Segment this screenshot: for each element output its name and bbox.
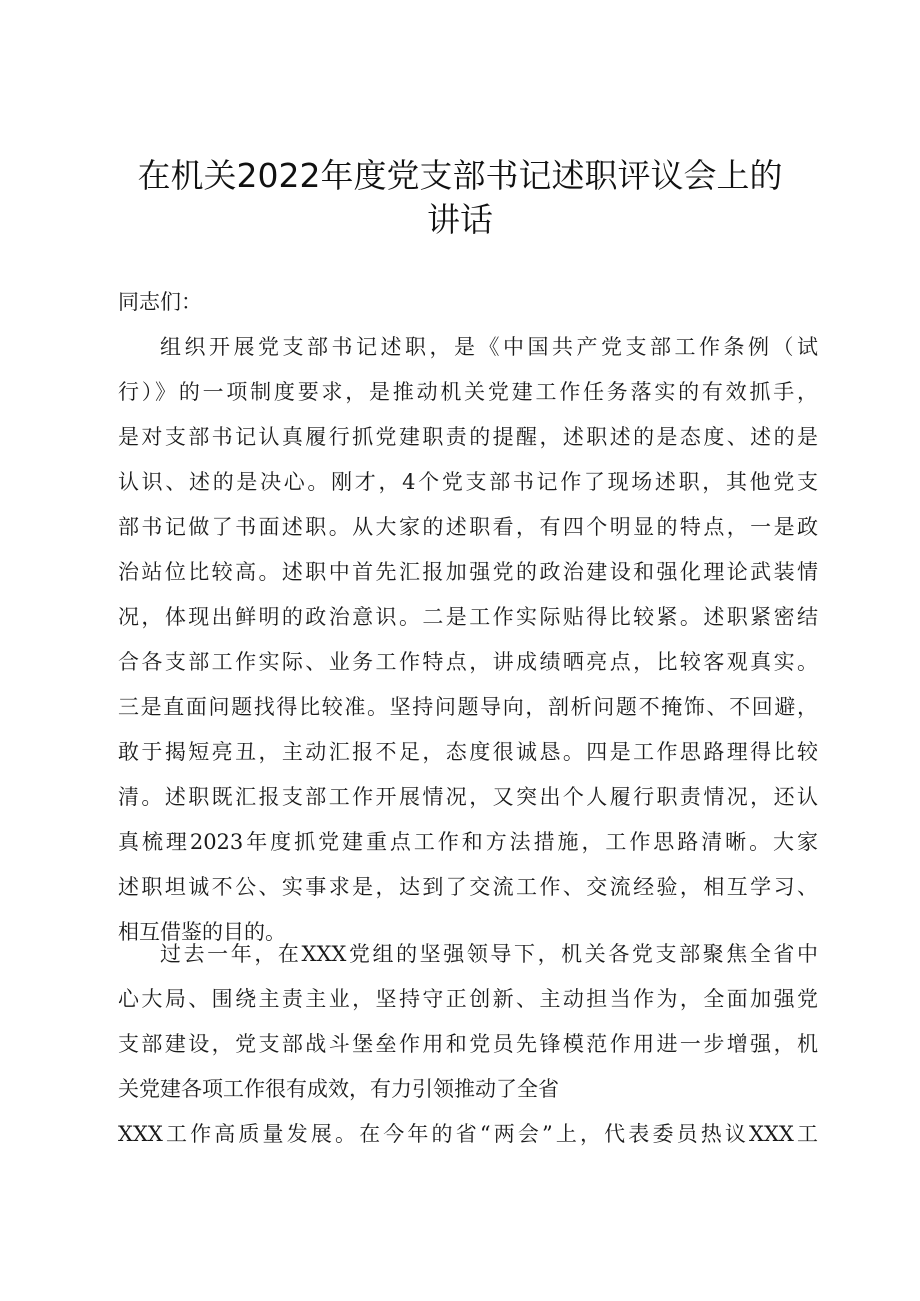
paragraph-line: 关党建各项工作很有成效，有力引领推动了全省 xyxy=(118,1077,559,1101)
paragraph-line: 过去一年，在XXX党组的坚强领导下，机关各党支部聚焦全省中 xyxy=(160,942,818,966)
paragraph-line: 真梳理2023年度抓党建重点工作和方法措施，工作思路清晰。大家 xyxy=(118,830,818,854)
paragraph-line: 清。述职既汇报支部工作开展情况，又突出个人履行职责情况，还认 xyxy=(118,785,818,809)
paragraph-line: 况，体现出鲜明的政治意识。二是工作实际贴得比较紧。述职紧密结 xyxy=(118,605,818,629)
paragraph-line: 组织开展党支部书记述职，是《中国共产党支部工作条例（试 xyxy=(160,335,818,359)
paragraph-line: 心大局、围绕主责主业，坚持守正创新、主动担当作为，全面加强党 xyxy=(118,987,818,1011)
paragraph-line: 认识、述的是决心。刚才，4个党支部书记作了现场述职，其他党支 xyxy=(118,470,818,494)
paragraph-line: 治站位比较高。述职中首先汇报加强党的政治建设和强化理论武装情 xyxy=(118,560,818,584)
paragraph-line: XXX工作高质量发展。在今年的省“两会”上，代表委员热议XXX工 xyxy=(118,1122,818,1146)
document-title-line-1: 在机关2022年度党支部书记述职评议会上的 xyxy=(137,156,783,195)
document-title-line-2: 讲话 xyxy=(427,200,493,239)
paragraph-line: 合各支部工作实际、业务工作特点，讲成绩晒亮点，比较客观真实。 xyxy=(118,650,818,674)
paragraph-line: 部书记做了书面述职。从大家的述职看，有四个明显的特点，一是政 xyxy=(118,515,818,539)
paragraph-line: 述职坦诚不公、实事求是，达到了交流工作、交流经验，相互学习、 xyxy=(118,875,818,899)
paragraph-line: 三是直面问题找得比较准。坚持问题导向，剖析问题不掩饰、不回避， xyxy=(118,695,818,719)
paragraph-line: 行）》的一项制度要求，是推动机关党建工作任务落实的有效抓手， xyxy=(118,380,818,404)
paragraph-line: 支部建设，党支部战斗堡垒作用和党员先锋模范作用进一步增强，机 xyxy=(118,1032,818,1056)
paragraph-line: 相互借鉴的目的。 xyxy=(118,920,286,944)
paragraph-2 xyxy=(118,932,818,1157)
paragraph-line: 敢于揭短亮丑，主动汇报不足，态度很诚恳。四是工作思路理得比较 xyxy=(118,740,818,764)
salutation: 同志们： xyxy=(118,290,202,314)
paragraph-line: 是对支部书记认真履行抓党建职责的提醒，述职述的是态度、述的是 xyxy=(118,425,818,449)
paragraph-1 xyxy=(118,325,818,955)
